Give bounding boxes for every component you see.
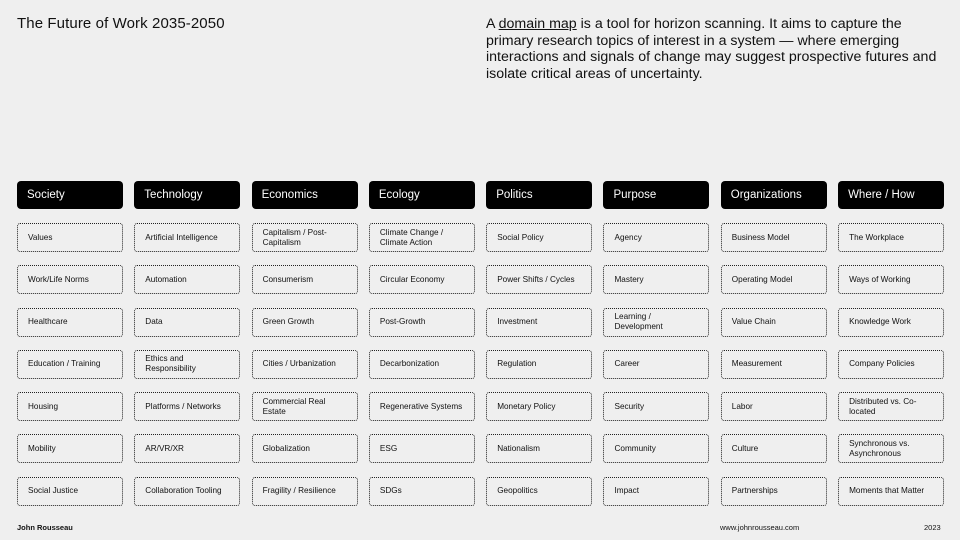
intro-prefix: A xyxy=(486,16,499,32)
domain-column xyxy=(252,181,358,519)
topic-cell: Consumerism xyxy=(252,265,358,294)
topic-cell: Work/Life Norms xyxy=(17,265,123,294)
domain-column xyxy=(17,181,123,519)
domain-header: Where / How xyxy=(838,181,944,209)
topic-cell: Climate Change / Climate Action xyxy=(369,223,475,252)
topic-cell: Culture xyxy=(721,434,827,463)
topic-cell: Post-Growth xyxy=(369,308,475,337)
domain-column xyxy=(838,181,944,519)
topic-cell: AR/VR/XR xyxy=(134,434,240,463)
topic-cell: Green Growth xyxy=(252,308,358,337)
topic-cell: Impact xyxy=(603,477,709,506)
topic-cell: Agency xyxy=(603,223,709,252)
domain-column xyxy=(369,181,475,519)
domain-header: Economics xyxy=(252,181,358,209)
topic-cell: Ethics and Responsibility xyxy=(134,350,240,379)
footer-year: 2023 xyxy=(924,523,941,532)
topic-cell: Commercial Real Estate xyxy=(252,392,358,421)
topic-cell: Career xyxy=(603,350,709,379)
domain-header: Ecology xyxy=(369,181,475,209)
topic-cell: Globalization xyxy=(252,434,358,463)
topic-cell: Company Policies xyxy=(838,350,944,379)
domain-column xyxy=(603,181,709,519)
intro-text: is a tool for horizon scanning. It aims to capture the primary research topics of interest in a system — where emerging interactions and signals of change may suggest prospective futures and isolate critical areas of uncertainty. xyxy=(486,16,937,82)
topic-cell: Fragility / Resilience xyxy=(252,477,358,506)
topic-cell: Healthcare xyxy=(17,308,123,337)
topic-cell: Business Model xyxy=(721,223,827,252)
topic-cell: Investment xyxy=(486,308,592,337)
topic-cell: Platforms / Networks xyxy=(134,392,240,421)
topic-cell: Social Justice xyxy=(17,477,123,506)
topic-cell: Synchronous vs. Asynchronous xyxy=(838,434,944,463)
topic-cell: Artificial Intelligence xyxy=(134,223,240,252)
topic-cell: Geopolitics xyxy=(486,477,592,506)
topic-cell: Decarbonization xyxy=(369,350,475,379)
domain-header: Politics xyxy=(486,181,592,209)
topic-cell: Housing xyxy=(17,392,123,421)
footer-author: John Rousseau xyxy=(17,523,73,532)
intro-paragraph xyxy=(486,16,946,82)
topic-cell: Partnerships xyxy=(721,477,827,506)
domain-header: Purpose xyxy=(603,181,709,209)
topic-cell: Social Policy xyxy=(486,223,592,252)
topic-cell: Moments that Matter xyxy=(838,477,944,506)
topic-cell: Regulation xyxy=(486,350,592,379)
topic-cell: Regenerative Systems xyxy=(369,392,475,421)
topic-cell: Mobility xyxy=(17,434,123,463)
domain-column xyxy=(486,181,592,519)
topic-cell: The Workplace xyxy=(838,223,944,252)
topic-cell: Automation xyxy=(134,265,240,294)
topic-cell: Security xyxy=(603,392,709,421)
topic-cell: Labor xyxy=(721,392,827,421)
topic-cell: Values xyxy=(17,223,123,252)
topic-cell: Capitalism / Post-Capitalism xyxy=(252,223,358,252)
topic-cell: Education / Training xyxy=(17,350,123,379)
topic-cell: Knowledge Work xyxy=(838,308,944,337)
topic-cell: Ways of Working xyxy=(838,265,944,294)
topic-cell: Value Chain xyxy=(721,308,827,337)
topic-cell: Community xyxy=(603,434,709,463)
topic-cell: Power Shifts / Cycles xyxy=(486,265,592,294)
domain-header: Technology xyxy=(134,181,240,209)
topic-cell: Distributed vs. Co-located xyxy=(838,392,944,421)
topic-cell: Mastery xyxy=(603,265,709,294)
topic-cell: Circular Economy xyxy=(369,265,475,294)
topic-cell: ESG xyxy=(369,434,475,463)
topic-cell: SDGs xyxy=(369,477,475,506)
domain-map-grid xyxy=(17,181,944,519)
domain-column xyxy=(134,181,240,519)
topic-cell: Cities / Urbanization xyxy=(252,350,358,379)
domain-map-link[interactable]: domain map xyxy=(498,16,577,32)
topic-cell: Learning / Development xyxy=(603,308,709,337)
topic-cell: Collaboration Tooling xyxy=(134,477,240,506)
topic-cell: Monetary Policy xyxy=(486,392,592,421)
domain-header: Society xyxy=(17,181,123,209)
domain-header: Organizations xyxy=(721,181,827,209)
topic-cell: Nationalism xyxy=(486,434,592,463)
page-title: The Future of Work 2035-2050 xyxy=(17,15,225,32)
footer-website[interactable]: www.johnrousseau.com xyxy=(720,523,800,532)
topic-cell: Measurement xyxy=(721,350,827,379)
topic-cell: Operating Model xyxy=(721,265,827,294)
topic-cell: Data xyxy=(134,308,240,337)
domain-column xyxy=(721,181,827,519)
